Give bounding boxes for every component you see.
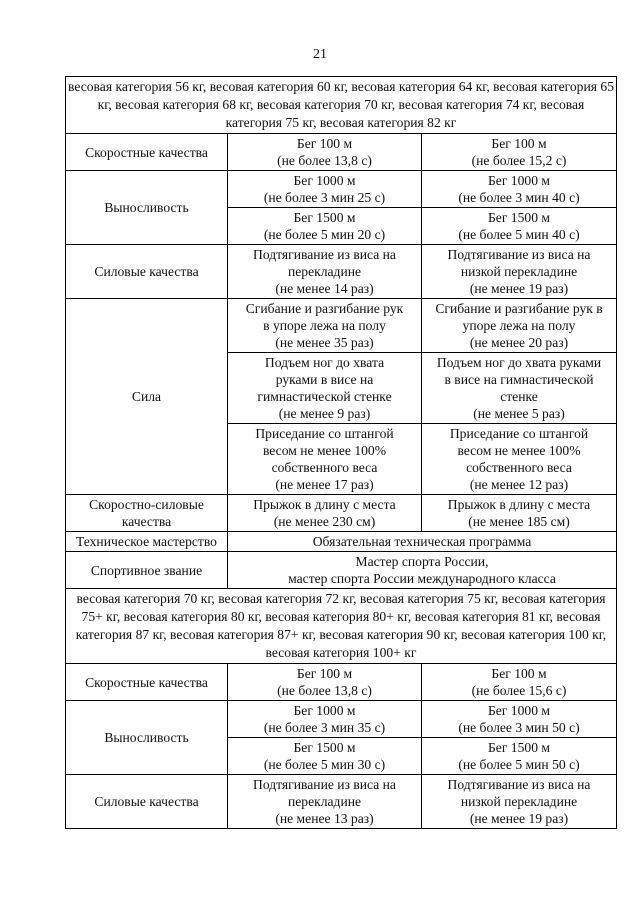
row-label: Скоростно-силовые качества	[66, 495, 228, 532]
row-label: Сила	[66, 299, 228, 495]
table-row	[66, 495, 617, 532]
category-header-row	[66, 589, 617, 664]
row-label: Силовые качества	[66, 775, 228, 829]
row-label: Выносливость	[66, 701, 228, 775]
norm-cell-women: Подтягивание из виса на низкой перекладине (не менее 19 раз)	[422, 775, 617, 829]
norm-cell-men: Подтягивание из виса на перекладине (не менее 13 раз)	[228, 775, 422, 829]
norm-cell-women: Бег 1500 м (не более 5 мин 50 с)	[422, 738, 617, 775]
page-number: 21	[313, 47, 327, 62]
norm-cell-men: Бег 100 м (не более 13,8 с)	[228, 134, 422, 171]
weight-categories: весовая категория 70 кг, весовая категория 72 кг, весовая категория 75 кг, весовая категория 75+ кг, весовая категория 80 кг, весовая категория 80+ кг, весовая категория 81 кг, весовая категория 87 кг, весовая категория 87+ кг, весовая категория 90 кг, весовая категория 100 кг, весовая категория 100+ кг	[66, 589, 617, 664]
row-label: Скоростные качества	[66, 134, 228, 171]
norm-cell-men: Прыжок в длину с места (не менее 230 см)	[228, 495, 422, 532]
table-row	[66, 299, 617, 353]
row-label: Техническое мастерство	[66, 532, 228, 552]
table-row	[66, 664, 617, 701]
norm-cell-men: Приседание со штангой весом не менее 100% собственного веса (не менее 17 раз)	[228, 424, 422, 495]
norm-cell-men: Бег 1000 м (не более 3 мин 25 с)	[228, 171, 422, 208]
norm-cell-men: Бег 1500 м (не более 5 мин 30 с)	[228, 738, 422, 775]
norm-cell-women: Подтягивание из виса на низкой перекладине (не менее 19 раз)	[422, 245, 617, 299]
weight-categories: весовая категория 56 кг, весовая категория 60 кг, весовая категория 64 кг, весовая категория 65 кг, весовая категория 68 кг, весовая категория 70 кг, весовая категория 74 кг, весовая категория 75 кг, весовая категория 82 кг	[66, 77, 617, 134]
table-row	[66, 701, 617, 738]
norm-cell-women: Сгибание и разгибание рук в упоре лежа на полу (не менее 20 раз)	[422, 299, 617, 353]
norm-cell-merged: Мастер спорта России, мастер спорта России международного класса	[228, 552, 617, 589]
norm-cell-women: Бег 1500 м (не более 5 мин 40 с)	[422, 208, 617, 245]
norm-cell-women: Бег 100 м (не более 15,6 с)	[422, 664, 617, 701]
category-header-row	[66, 77, 617, 134]
norm-cell-men: Сгибание и разгибание рук в упоре лежа на полу (не менее 35 раз)	[228, 299, 422, 353]
row-label: Спортивное звание	[66, 552, 228, 589]
norm-cell-men: Подтягивание из виса на перекладине (не менее 14 раз)	[228, 245, 422, 299]
norm-cell-merged: Обязательная техническая программа	[228, 532, 617, 552]
norm-cell-men: Бег 100 м (не более 13,8 с)	[228, 664, 422, 701]
norm-cell-women: Бег 100 м (не более 15,2 с)	[422, 134, 617, 171]
row-label: Скоростные качества	[66, 664, 228, 701]
norm-cell-men: Подъем ног до хвата руками в висе на гимнастической стенке (не менее 9 раз)	[228, 353, 422, 424]
table-row	[66, 134, 617, 171]
norm-cell-women: Приседание со штангой весом не менее 100% собственного веса (не менее 12 раз)	[422, 424, 617, 495]
table-row	[66, 552, 617, 589]
norm-cell-men: Бег 1000 м (не более 3 мин 35 с)	[228, 701, 422, 738]
norm-cell-women: Бег 1000 м (не более 3 мин 50 с)	[422, 701, 617, 738]
row-label: Силовые качества	[66, 245, 228, 299]
row-label: Выносливость	[66, 171, 228, 245]
norm-cell-women: Подъем ног до хвата руками в висе на гимнастической стенке (не менее 5 раз)	[422, 353, 617, 424]
norms-table	[65, 76, 617, 829]
table-row	[66, 171, 617, 208]
table-row	[66, 532, 617, 552]
norm-cell-men: Бег 1500 м (не более 5 мин 20 с)	[228, 208, 422, 245]
norm-cell-women: Прыжок в длину с места (не менее 185 см)	[422, 495, 617, 532]
table-row	[66, 245, 617, 299]
table-row	[66, 775, 617, 829]
norm-cell-women: Бег 1000 м (не более 3 мин 40 с)	[422, 171, 617, 208]
